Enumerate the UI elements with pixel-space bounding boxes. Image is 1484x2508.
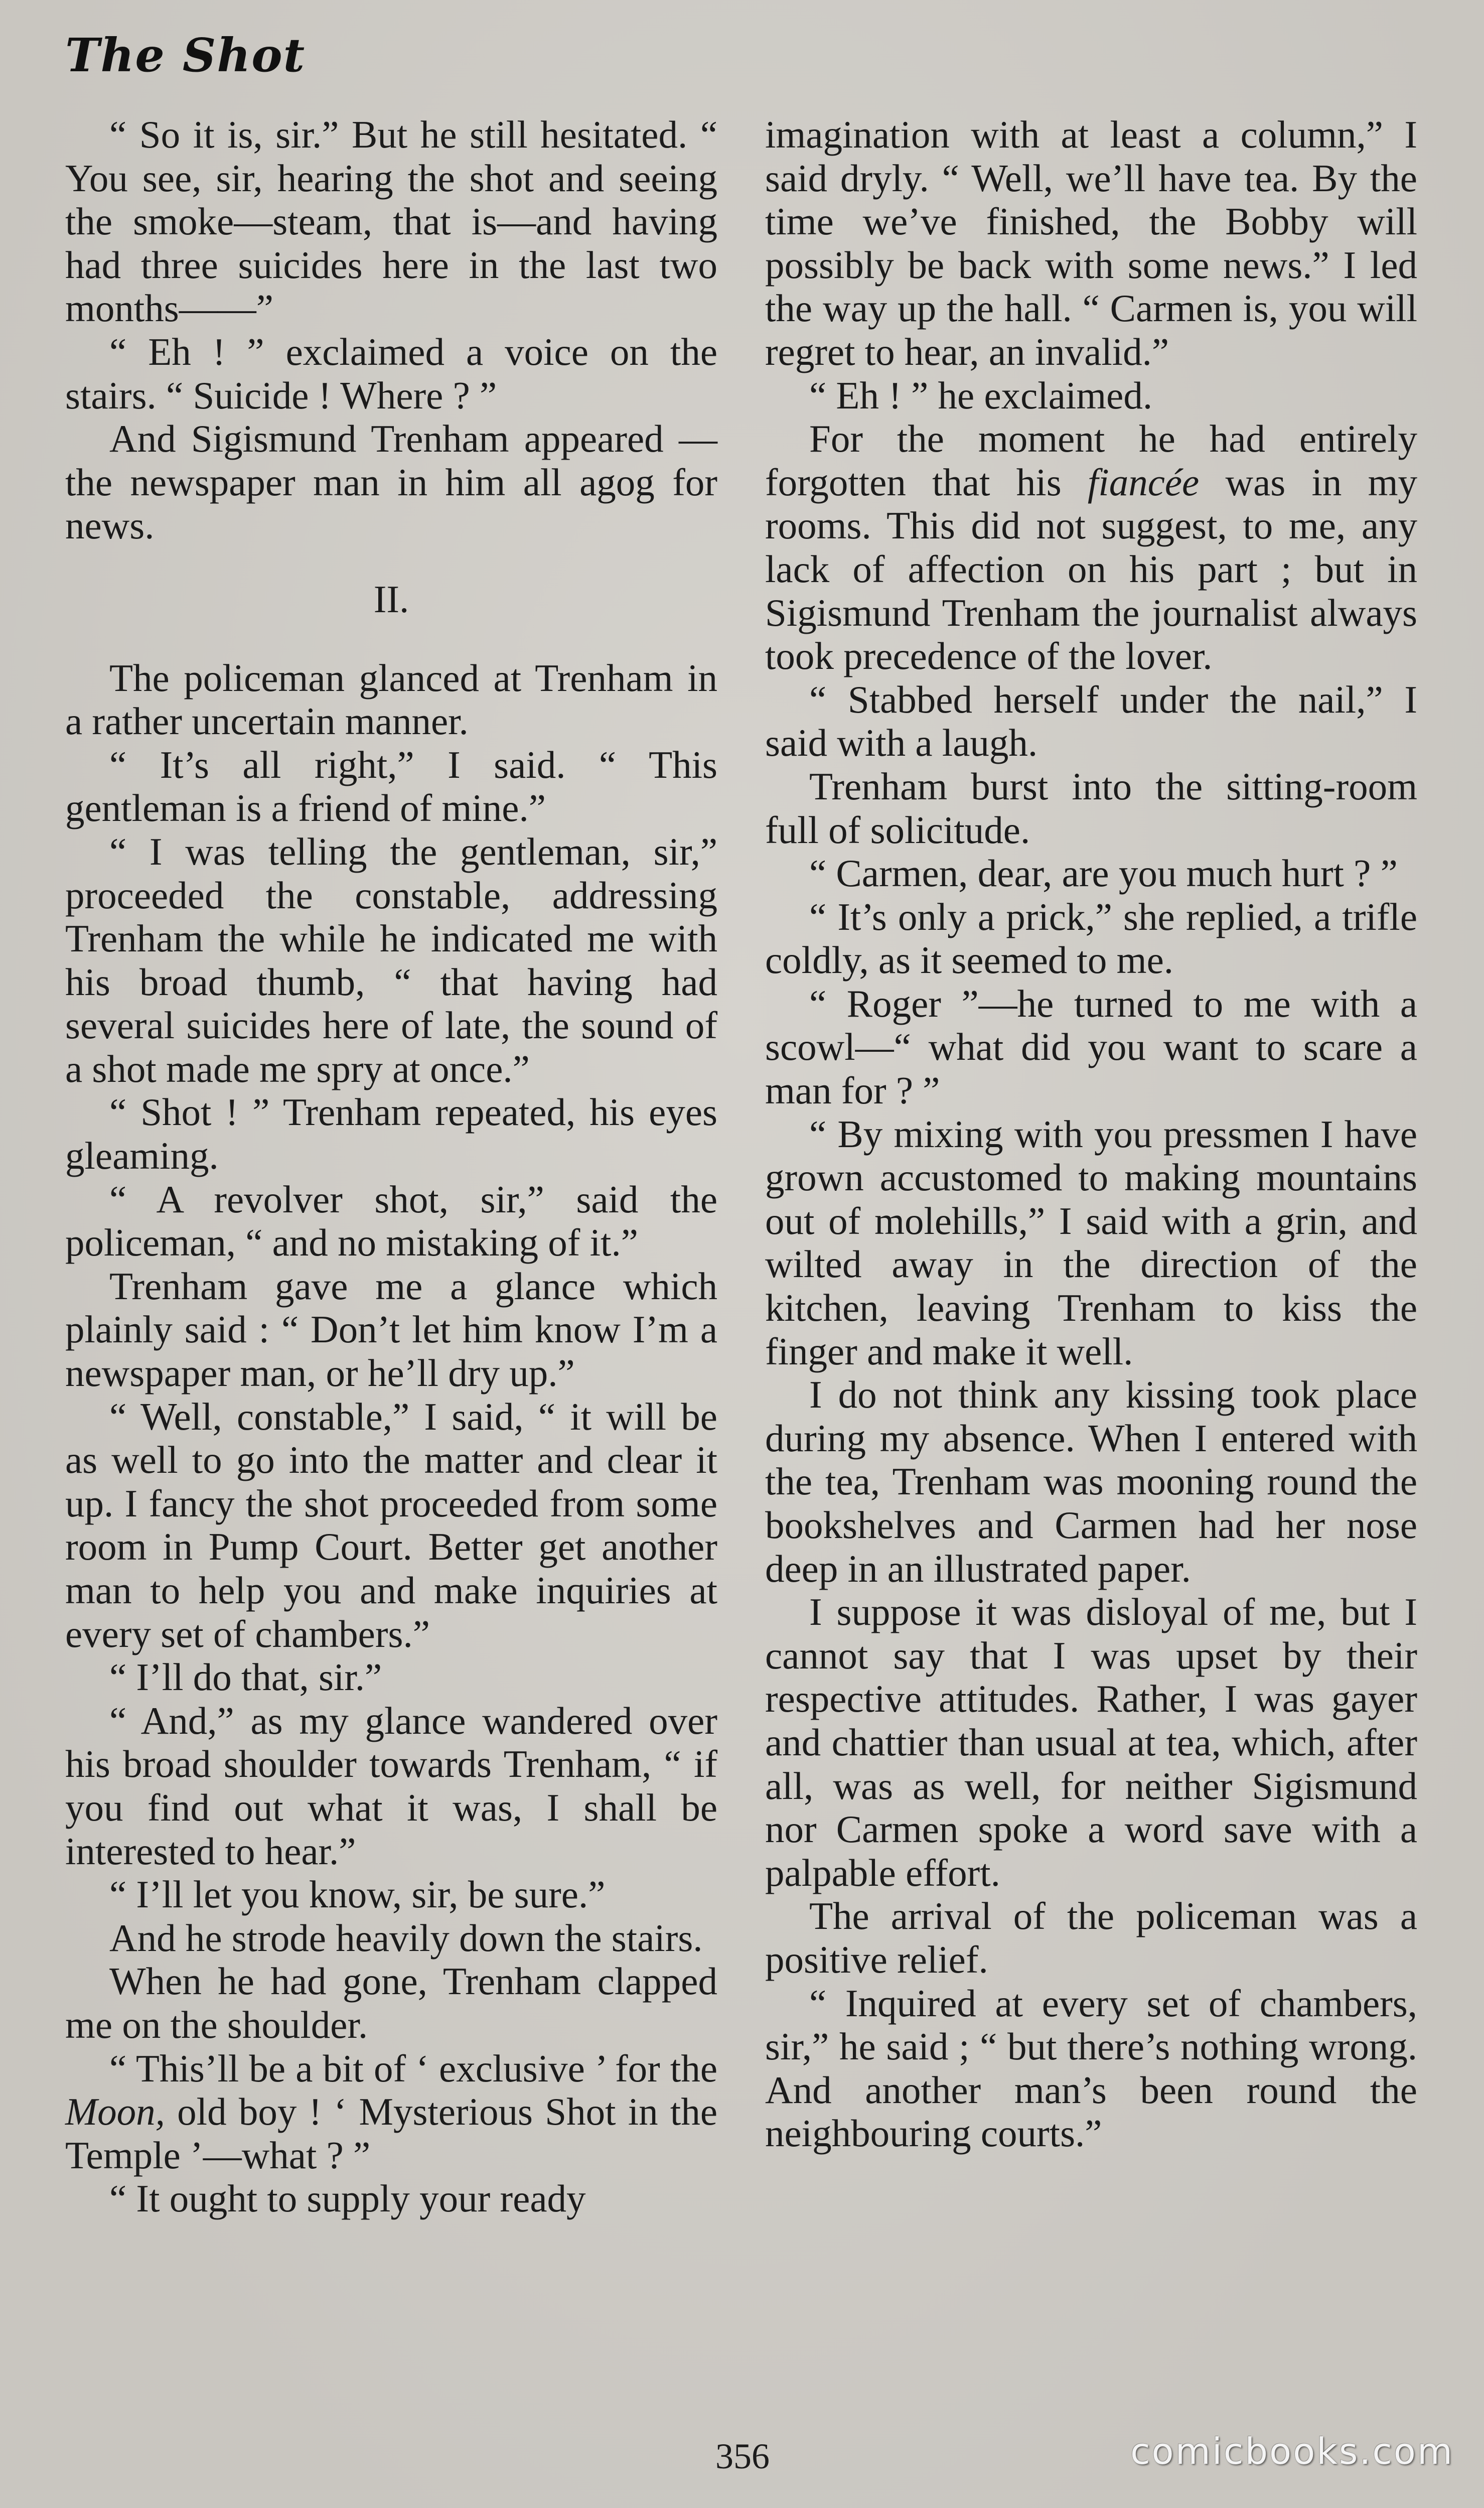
paragraph: [65, 330, 717, 417]
paragraph-text: For the moment he had entirely forgotten that his: [765, 417, 1417, 504]
section-number: [65, 578, 717, 621]
paragraph-text: old boy ! ‘ Mysterious Shot in the Temple ’—what ? ”: [65, 2090, 717, 2177]
paragraph-text: When he had gone, Trenham clapped me on the shoulder.: [65, 1960, 717, 2046]
paragraph-text: “ Eh ! ” exclaimed a voice on the stairs. “ Suicide ! Where ? ”: [65, 330, 717, 417]
paragraph: [65, 417, 717, 547]
paragraph-text: imagination with at least a column,” I said dryly. “ Well, we’ll have tea. By the time we’ve finished, the Bobby will possibly be back with some news.” I led the way up the hall. “ Carmen is, you will regret to hear, an invalid.”: [765, 113, 1417, 373]
paragraph: [65, 113, 717, 330]
paragraph-text: was in my rooms. This did not suggest, to me, any lack of affection on his part ; but in Sigismund Trenham the journalist always took precedence of the lover.: [765, 460, 1417, 678]
paragraph-text: “ A revolver shot, sir,” said the policeman, “ and no mistaking of it.”: [65, 1177, 717, 1265]
paragraph-text: “ I was telling the gentleman, sir,” proceeded the constable, addressing Trenham the while he indicated me with his broad thumb, “ that having had several suicides here of late, the sound of a shot made me spry at once.”: [65, 829, 717, 1090]
paragraph: [765, 1112, 1417, 1373]
paragraph-text: “ This’ll be a bit of ‘ exclusive ’ for the: [109, 2046, 717, 2090]
paragraph-text: “ And,” as my glance wandered over his broad shoulder towards Trenham, “ if you find out what it was, I shall be interested to hear.”: [65, 1699, 717, 1873]
paragraph: [765, 417, 1417, 678]
paragraph-text: “ So it is, sir.” But he still hesitated. “ You see, sir, hearing the shot and seeing the smoke—steam, that is—and having had three suicides here in the last two months——”: [65, 113, 717, 330]
paragraph: [65, 743, 717, 830]
paragraph: [65, 1960, 717, 2046]
left-column: [65, 113, 717, 2220]
paragraph-text: II.: [373, 577, 409, 621]
paragraph-text: “ Inquired at every set of chambers, sir,” he said ; “ but there’s nothing wrong. And another man’s been round the neighbouring courts.”: [765, 1981, 1417, 2155]
paragraph-text: Trenham burst into the sitting-room full of solicitude.: [765, 764, 1417, 852]
paragraph-text: “ Roger ”—he turned to me with a scowl—“ what did you want to scare a man for ? ”: [765, 982, 1417, 1112]
paragraph: [65, 2047, 717, 2177]
paragraph: [65, 1090, 717, 1177]
paragraph-text: “ Carmen, dear, are you much hurt ? ”: [809, 852, 1398, 895]
running-head: The Shot: [65, 28, 306, 82]
paragraph: [65, 1873, 717, 1916]
page-number: 356: [715, 2436, 770, 2476]
paragraph: [765, 113, 1417, 374]
paragraph-text: I suppose it was disloyal of me, but I cannot say that I was upset by their respective attitudes. Rather, I was gayer and chattier than usual at tea, which, after all, was as well, for neither Sigismund nor Carmen spoke a word save with a palpable effort.: [765, 1590, 1417, 1894]
paragraph-text: “ It’s all right,” I said. “ This gentleman is a friend of mine.”: [65, 743, 717, 830]
paragraph-text: “ It’s only a prick,” she replied, a trifle coldly, as it seemed to me.: [765, 895, 1417, 982]
paragraph: [65, 830, 717, 1091]
right-column: [765, 113, 1417, 2155]
paragraph-text: “ Shot ! ” Trenham repeated, his eyes gleaming.: [65, 1090, 717, 1178]
paragraph: [65, 1178, 717, 1265]
paragraph-text: “ I’ll let you know, sir, be sure.”: [109, 1873, 606, 1916]
paragraph-text: “ It ought to supply your ready: [109, 2177, 586, 2220]
paragraph-text: “ I’ll do that, sir.”: [109, 1655, 382, 1699]
paragraph-text: Trenham gave me a glance which plainly said : “ Don’t let him know I’m a newspaper man, or he’ll dry up.”: [65, 1264, 717, 1395]
paragraph: [765, 374, 1417, 417]
paragraph: [65, 1699, 717, 1873]
paragraph-text: The arrival of the policeman was a positive relief.: [765, 1894, 1417, 1981]
paragraph: [765, 1982, 1417, 2155]
paragraph-text: “ By mixing with you pressmen I have grown accustomed to making mountains out of molehills,” I said with a grin, and wilted away in the direction of the kitchen, leaving Trenham to kiss the finger and make it well.: [765, 1112, 1417, 1373]
paragraph: [65, 1655, 717, 1699]
italic-text: Moon,: [65, 2090, 165, 2134]
paragraph-text: “ Eh ! ” he exclaimed.: [809, 373, 1153, 417]
paragraph: [765, 1590, 1417, 1894]
watermark: comicbooks.com: [1130, 2430, 1454, 2472]
paragraph: [765, 852, 1417, 895]
paragraph-text: “ Stabbed herself under the nail,” I said with a laugh.: [765, 677, 1417, 765]
paragraph: [65, 1395, 717, 1656]
paragraph: [765, 1894, 1417, 1981]
paragraph: [765, 765, 1417, 852]
paragraph: [765, 678, 1417, 765]
paragraph: [65, 1265, 717, 1395]
paragraph: [65, 656, 717, 743]
paragraph-text: I do not think any kissing took place during my absence. When I entered with the tea, Trenham was mooning round the bookshelves and Carmen had her nose deep in an illustrated paper.: [765, 1373, 1417, 1590]
paragraph-text: “ Well, constable,” I said, “ it will be as well to go into the matter and clear it up. I fancy the shot proceeded from some room in Pump Court. Better get another man to help you and make inquiries at every set of chambers.”: [65, 1395, 717, 1655]
paragraph: [765, 982, 1417, 1112]
paragraph-text: And he strode heavily down the stairs.: [109, 1916, 703, 1960]
paragraph: [65, 2177, 717, 2220]
paragraph: [65, 1916, 717, 1960]
paragraph-text: The policeman glanced at Trenham in a rather uncertain manner.: [65, 656, 717, 743]
italic-text: fiancée: [1087, 460, 1200, 504]
paragraph-text: And Sigismund Trenham appeared —the newspaper man in him all agog for news.: [65, 417, 717, 547]
paragraph: [765, 895, 1417, 982]
paragraph: [765, 1373, 1417, 1590]
